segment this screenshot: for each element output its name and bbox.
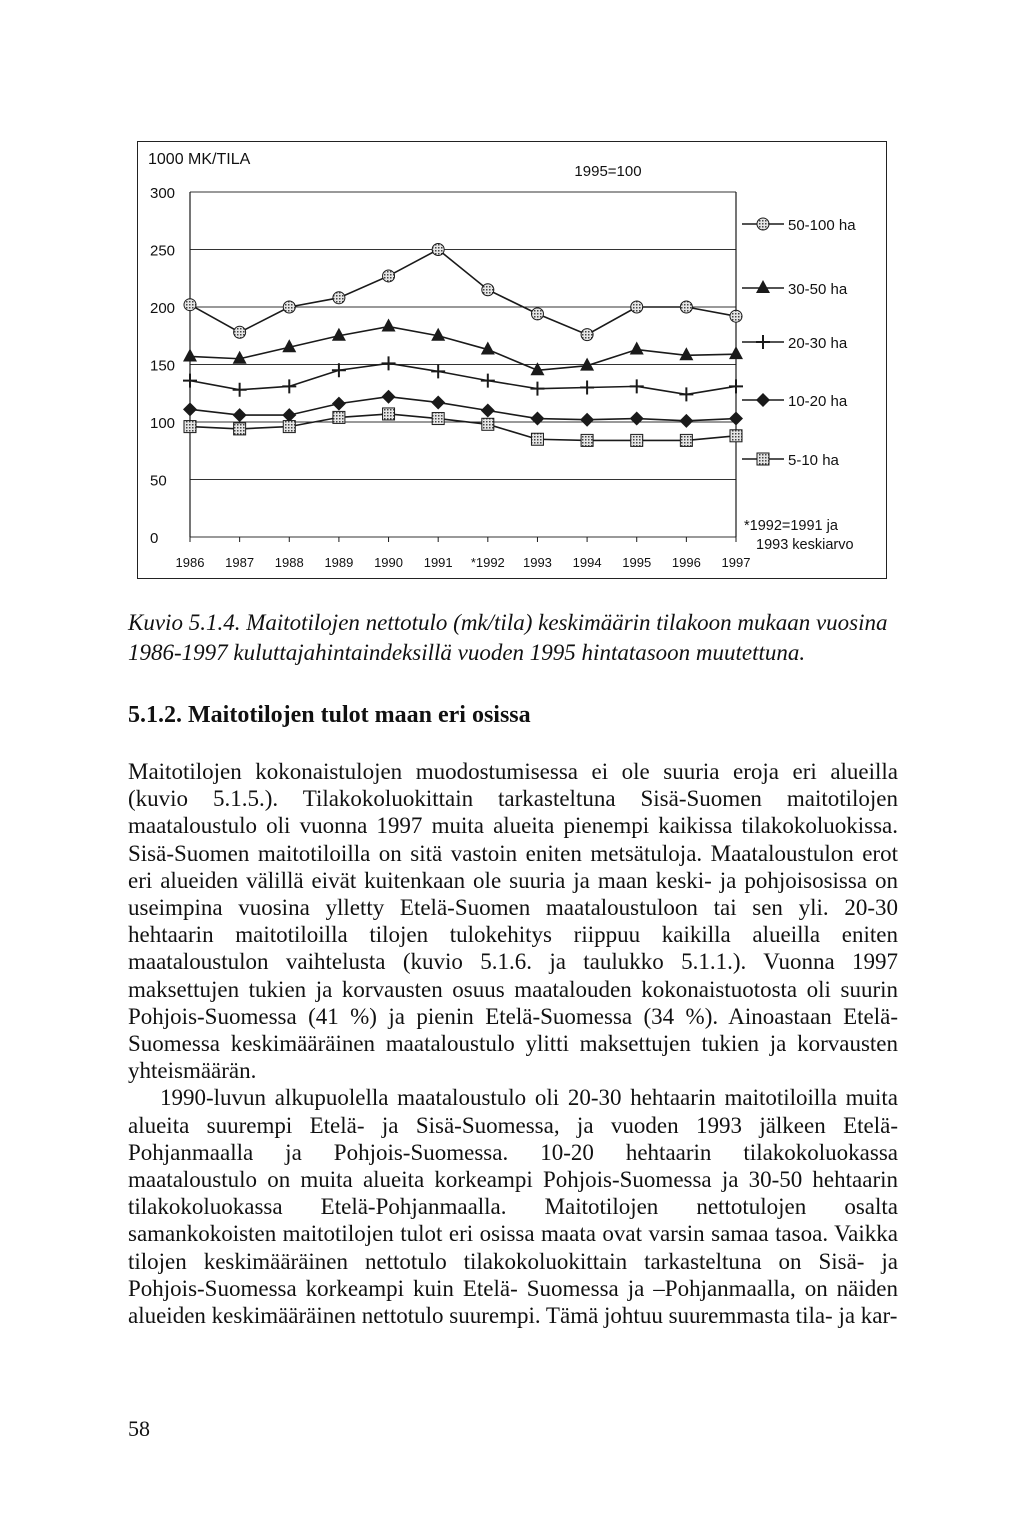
data-point: [679, 387, 693, 401]
legend-marker: [757, 218, 769, 230]
y-tick-label: 150: [150, 357, 176, 375]
y-tick-label: 100: [150, 415, 176, 432]
y-tick-label: 50: [150, 472, 167, 490]
x-tick-label: 1989: [324, 555, 354, 570]
data-point: [729, 379, 743, 393]
legend-label: 5-10 ha: [788, 452, 839, 469]
x-tick-label: 1995: [622, 555, 652, 570]
data-point: [382, 390, 396, 404]
data-point: [183, 374, 197, 388]
x-tick-label: 1994: [572, 555, 602, 570]
data-point: [580, 381, 594, 395]
legend-marker: [756, 393, 770, 407]
data-point: [282, 408, 296, 422]
data-point: [630, 412, 644, 426]
legend-label: 50-100 ha: [788, 217, 856, 234]
legend-label: 30-50 ha: [788, 281, 848, 298]
legend-marker: [756, 335, 770, 349]
data-point: [283, 301, 295, 313]
data-point: [630, 379, 644, 393]
y-tick-label: 300: [150, 185, 176, 202]
legend-label: 20-30 ha: [788, 335, 848, 352]
data-point: [383, 408, 395, 420]
data-point: [630, 342, 644, 355]
data-point: [482, 284, 494, 296]
page-number: 58: [128, 1416, 150, 1441]
data-point: [482, 418, 494, 430]
x-tick-label: 1990: [374, 555, 404, 570]
data-point: [234, 326, 246, 338]
x-tick-label: *1992: [470, 555, 505, 570]
data-point: [631, 301, 643, 313]
x-tick-label: 1988: [274, 555, 304, 570]
series-line-3: [190, 397, 736, 421]
data-point: [729, 412, 743, 426]
y-tick-label: 0: [150, 530, 159, 547]
legend-marker: [756, 280, 770, 293]
y-tick-label: 200: [150, 300, 176, 317]
x-tick-label: 1991: [423, 555, 453, 570]
data-point: [234, 423, 246, 435]
series-line-1: [190, 327, 736, 371]
data-point: [233, 383, 247, 397]
figure-caption: Kuvio 5.1.4. Maitotilojen nettotulo (mk/tila) keskimäärin tilakoon mukaan vuosina 1986-1997 kuluttajahintaindeksillä vuoden 1995 hintatasoon muutettuna.: [128, 610, 888, 665]
data-point: [531, 433, 543, 445]
chart-frame: [137, 141, 887, 579]
x-tick-label: 1993: [522, 555, 552, 570]
data-point: [679, 414, 693, 428]
data-point: [679, 347, 693, 360]
data-point: [184, 421, 196, 433]
data-point: [332, 363, 346, 377]
data-point: [333, 411, 345, 423]
body-text: [128, 758, 898, 1329]
legend-marker: [757, 453, 769, 465]
series-line-4: [190, 414, 736, 440]
data-point: [581, 329, 593, 341]
data-point: [530, 412, 544, 426]
data-point: [581, 434, 593, 446]
data-point: [282, 379, 296, 393]
data-point: [233, 408, 247, 422]
series-line-2: [190, 363, 736, 394]
paragraph: Maitotilojen kokonaistulojen muodostumisessa ei ole suuria eroja eri alueilla (kuvio 5.1.5.). Tilakokoluokittain tarkasteltuna Sisä-Suomen maitotilojen maataloustulo oli vuonna 1997 muita alueita pienempi kaikissa tilakokoluokissa. Sisä-Suomen maitotiloilla on sitä vastoin eniten metsätuloja. Maataloustulon erot eri alueiden välillä eivät kuitenkaan ole suuria ja maan keski- ja pohjoisosissa on useimpina vuosina ylletty Etelä-Suomen maataloustuloon tai sen yli. 20-30 hehtaarin maitotiloilla tilojen tulokehitys riippuu kaikilla alueilla eniten maataloustulon vaihtelusta (kuvio 5.1.6. ja taulukko 5.1.1.). Vuonna 1997 maksettujen tukien ja korvausten osuus maatalouden kokonaistuotosta oli suurin Pohjois-Suomessa (41 %) ja pienin Etelä-Suomessa (34 %). Ainoastaan Etelä-Suomessa keskimääräinen maataloustulo ylitti maksettujen tukien ja korvausten yhteismäärän.: [128, 759, 898, 1084]
data-point: [531, 308, 543, 320]
data-point: [680, 301, 692, 313]
data-point: [382, 356, 396, 370]
data-point: [729, 346, 743, 359]
data-point: [184, 299, 196, 311]
data-point: [730, 310, 742, 322]
y-tick-label: 250: [150, 242, 176, 260]
x-tick-label: 1997: [721, 555, 751, 570]
data-point: [680, 434, 692, 446]
legend-label: 10-20 ha: [788, 393, 848, 410]
data-point: [432, 244, 444, 256]
data-point: [530, 382, 544, 396]
data-point: [481, 404, 495, 418]
data-point: [183, 402, 197, 416]
data-point: [283, 421, 295, 433]
x-tick-label: 1986: [175, 555, 205, 570]
section-heading: 5.1.2. Maitotilojen tulot maan eri osissa: [128, 702, 531, 728]
data-point: [333, 292, 345, 304]
chart-subtitle: 1995=100: [574, 163, 642, 180]
data-point: [431, 364, 445, 378]
x-tick-label: 1996: [671, 555, 701, 570]
data-point: [730, 430, 742, 442]
paragraph: 1990-luvun alkupuolella maataloustulo oli 20-30 hehtaarin maitotiloilla muita alueita suurempi Etelä- ja Sisä-Suomessa, ja vuoden 1993 jälkeen Etelä-Pohjanmaalla ja Pohjois-Suomessa. 10-20 hehtaarin tilakokoluokassa maataloustulo on muita alueita korkeampi Pohjois-Suomessa ja 30-50 hehtaarin tilakokoluokassa Etelä-Pohjanmaalla. Maitotilojen nettotulojen osalta samankokoisten maitotilojen tulot eri osissa maata ovat varsin samaa tasoa. Vaikka tilojen keskimääräinen nettotulo tilakokoluokittain tarkasteltuna on Sisä- ja Pohjois-Suomessa korkeampi kuin Etelä- Suomessa ja –Pohjanmaalla, on näiden alueiden keskimääräinen nettotulo suurempi. Tämä johtuu suuremmasta tila- ja kar-: [128, 1085, 898, 1329]
data-point: [382, 319, 396, 332]
data-point: [183, 348, 197, 361]
data-point: [432, 413, 444, 425]
chart-note-line: 1993 keskiarvo: [756, 537, 854, 553]
data-point: [481, 374, 495, 388]
series-line-0: [190, 250, 736, 335]
data-point: [332, 397, 346, 411]
line-chart: [138, 142, 888, 580]
data-point: [631, 434, 643, 446]
y-axis-label: 1000 MK/TILA: [148, 151, 251, 168]
data-point: [431, 395, 445, 409]
data-point: [383, 270, 395, 282]
x-tick-label: 1987: [225, 555, 255, 570]
data-point: [580, 413, 594, 427]
chart-note-line: *1992=1991 ja: [744, 518, 838, 534]
